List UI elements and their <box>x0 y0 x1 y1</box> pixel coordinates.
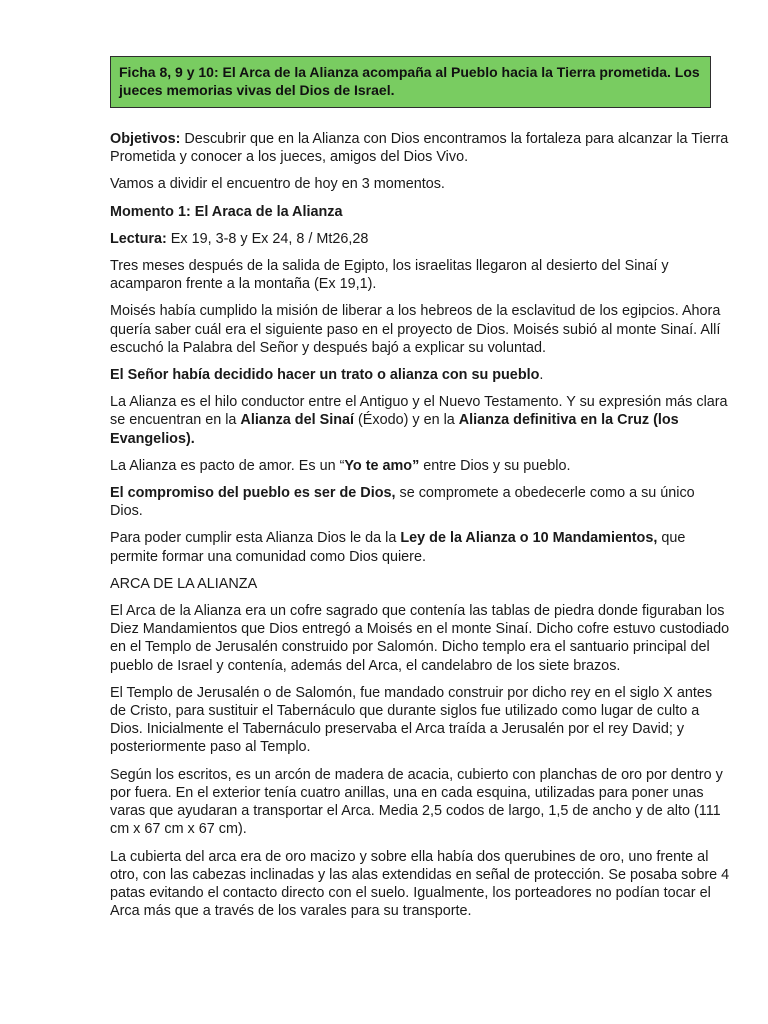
paragraph-5-b: Yo te amo” <box>344 457 420 474</box>
document-body <box>110 130 730 920</box>
paragraph-11: La cubierta del arca era de oro macizo y sobre ella había dos querubines de oro, uno frente al otro, con las cabezas inclinadas y las alas extendidas en señal de protección. Se posaba sobre 4 patas evitando el contacto directo con el suelo. Igualmente, los porteadores no podían tocar el Arca más que a través de los varales para su transporte. <box>110 848 730 920</box>
paragraph-3 <box>110 366 730 384</box>
reading-text: Ex 19, 3-8 y Ex 24, 8 / Mt26,28 <box>166 230 369 247</box>
paragraph-7-c: que permite formar una comunidad como Dios quiere. <box>110 530 686 565</box>
section-heading-momento-1 <box>110 203 730 221</box>
paragraph-6-bold: El compromiso del pueblo es ser de Dios, <box>110 485 396 502</box>
paragraph-5-c: entre Dios y su pueblo. <box>419 457 571 474</box>
document-page <box>110 56 730 929</box>
reading-label: Lectura: <box>110 230 167 247</box>
arca-heading: ARCA DE LA ALIANZA <box>110 575 258 592</box>
paragraph-4-b: Alianza del Sinaí <box>240 412 354 429</box>
objectives-text: Descubrir que en la Alianza con Dios encontramos la fortaleza para alcanzar la Tierra Prometida y conocer a los jueces, amigos del Dios Vivo. <box>110 131 729 166</box>
paragraph-3-end: . <box>539 367 544 384</box>
reading-paragraph <box>110 230 730 248</box>
paragraph-9: El Templo de Jerusalén o de Salomón, fue mandado construir por dicho rey en el siglo X antes de Cristo, para sustituir el Tabernáculo que durante siglos fue utilizado como lugar de culto a Dios. Inicialmente el Tabernáculo preservaba el Arca traída a Jerusalén por el rey David; y posteriormente paso al Templo. <box>110 684 713 756</box>
paragraph-4-a: La Alianza es el hilo conductor entre el Antiguo y el Nuevo Testamento. Y su expresión más clara se encuentran en la <box>110 394 728 429</box>
paragraph-8: El Arca de la Alianza era un cofre sagrado que contenía las tablas de piedra donde figuraban los Diez Mandamientos que Dios entregó a Moisés en el monte Sinaí. Dicho cofre estuvo custodiado en el Templo de Jerusalén construido por Salomón. Dicho templo era el santuario principal del pueblo de Israel y contenía, además del Arca, el candelabro de los siete brazos. <box>110 603 730 674</box>
page-title: Ficha 8, 9 y 10: El Arca de la Alianza acompaña al Pueblo hacia la Tierra prometida. Los jueces memorias vivas del Dios de Israel. <box>119 64 700 98</box>
momento-1-heading: Momento 1: El Araca de la Alianza <box>110 203 343 220</box>
paragraph-10: Según los escritos, es un arcón de madera de acacia, cubierto con planchas de oro por dentro y por fuera. En el exterior tenía cuatro anillas, una en cada esquina, utilizadas para poner unas varas que ayudaran a transportar el Arca. Media 2,5 codos de largo, 1,5 de ancho y de alto (111 cm x 67 cm x 67 cm). <box>110 766 723 838</box>
paragraph-7-b: Ley de la Alianza o 10 Mandamientos, <box>400 530 658 547</box>
intro-paragraph: Vamos a dividir el encuentro de hoy en 3 momentos. <box>110 176 445 193</box>
paragraph-2: Moisés había cumplido la misión de liberar a los hebreos de la esclavitud de los egipcios. Ahora quería saber cuál era el siguiente paso en el proyecto de Dios. Moisés subió al monte Sinaí. Allí escuchó la Palabra del Señor y después bajó a explicar su voluntad. <box>110 303 721 356</box>
paragraph-4 <box>110 393 730 448</box>
title-box <box>110 56 711 108</box>
objectives-label: Objetivos: <box>110 131 181 147</box>
paragraph-6 <box>110 484 730 520</box>
paragraph-1: Tres meses después de la salida de Egipto, los israelitas llegaron al desierto del Sinaí y acamparon frente a la montaña (Ex 19,1). <box>110 258 669 293</box>
paragraph-4-c: (Éxodo) y en la <box>353 412 459 429</box>
paragraph-6-text: se compromete a obedecerle como a su único Dios. <box>110 485 695 520</box>
objectives-paragraph <box>110 130 730 166</box>
paragraph-5 <box>110 457 730 475</box>
paragraph-7 <box>110 529 730 565</box>
paragraph-7-a: Para poder cumplir esta Alianza Dios le da la <box>110 530 401 547</box>
paragraph-4-d: Alianza definitiva en la Cruz (los Evangelios). <box>110 412 679 447</box>
paragraph-5-a: La Alianza es pacto de amor. Es un “ <box>110 457 345 474</box>
paragraph-3-bold: El Señor había decidido hacer un trato o alianza con su pueblo <box>110 367 540 384</box>
